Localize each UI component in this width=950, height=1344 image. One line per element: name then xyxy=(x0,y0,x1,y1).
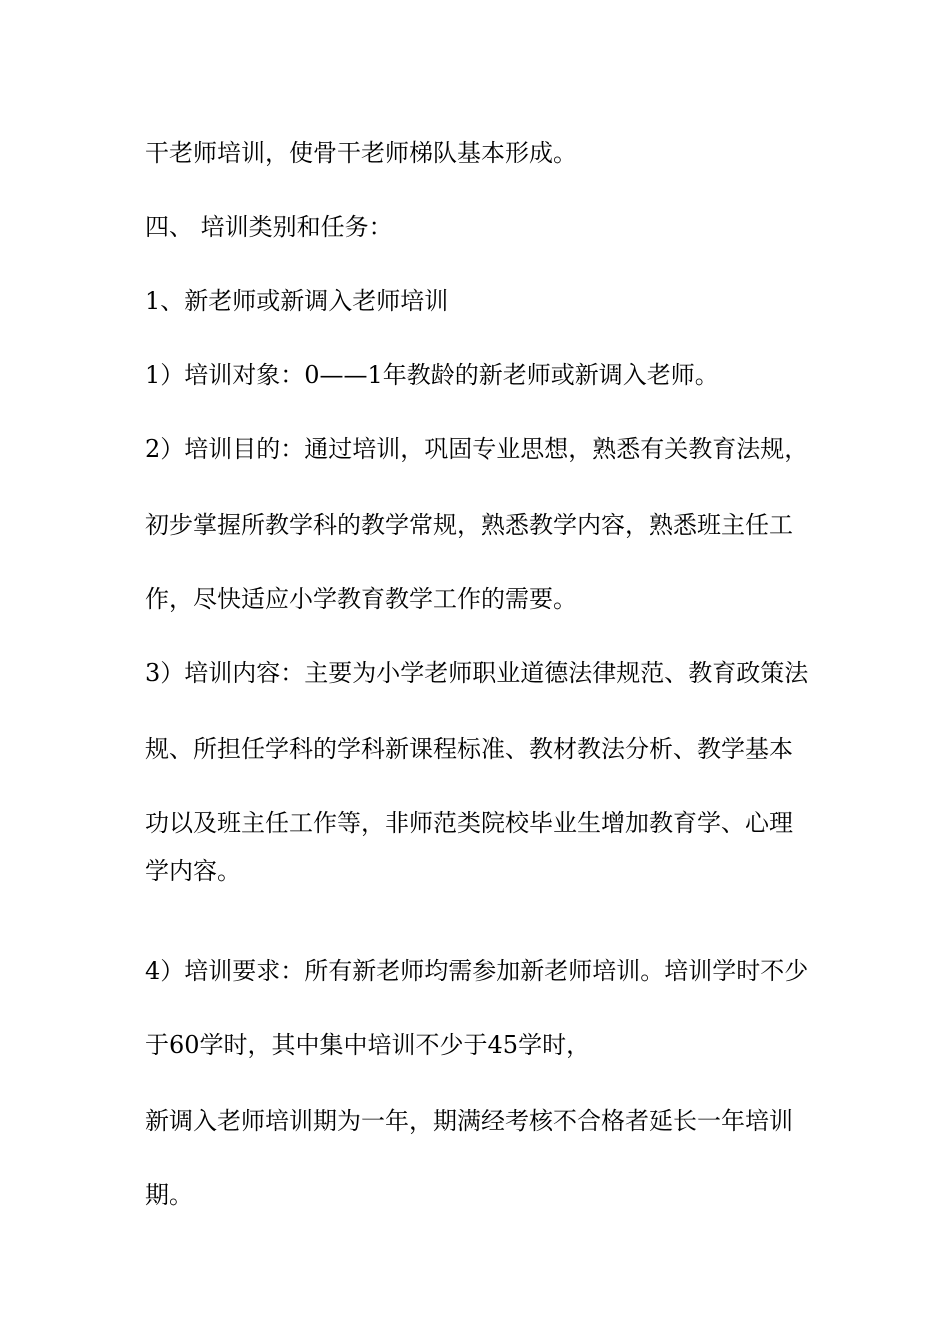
text-line: 功以及班主任工作等，非师范类院校毕业生增加教育学、心理 xyxy=(145,809,793,837)
text-line: 新调入老师培训期为一年，期满经考核不合格者延长一年培训 xyxy=(145,1107,793,1135)
text-line: 期。 xyxy=(145,1181,193,1209)
text-line: 干老师培训，使骨干老师梯队基本形成。 xyxy=(145,139,577,167)
text-line: 于60学时，其中集中培训不少于45学时， xyxy=(145,1031,591,1059)
text-line: 2）培训目的：通过培训，巩固专业思想，熟悉有关教育法规， xyxy=(145,435,809,463)
subsection-heading: 1、新老师或新调入老师培训 xyxy=(145,287,449,315)
text-line: 1）培训对象：0——1年教龄的新老师或新调入老师。 xyxy=(145,361,719,389)
text-line: 4）培训要求：所有新老师均需参加新老师培训。培训学时不少 xyxy=(145,957,809,985)
text-line: 作，尽快适应小学教育教学工作的需要。 xyxy=(145,585,577,613)
text-line: 学内容。 xyxy=(145,857,241,885)
text-line: 初步掌握所教学科的教学常规，熟悉教学内容，熟悉班主任工 xyxy=(145,511,793,539)
section-heading: 四、 培训类别和任务： xyxy=(145,213,393,241)
text-line: 规、所担任学科的学科新课程标准、教材教法分析、教学基本 xyxy=(145,735,793,763)
text-line: 3）培训内容：主要为小学老师职业道德法律规范、教育政策法 xyxy=(145,659,809,687)
